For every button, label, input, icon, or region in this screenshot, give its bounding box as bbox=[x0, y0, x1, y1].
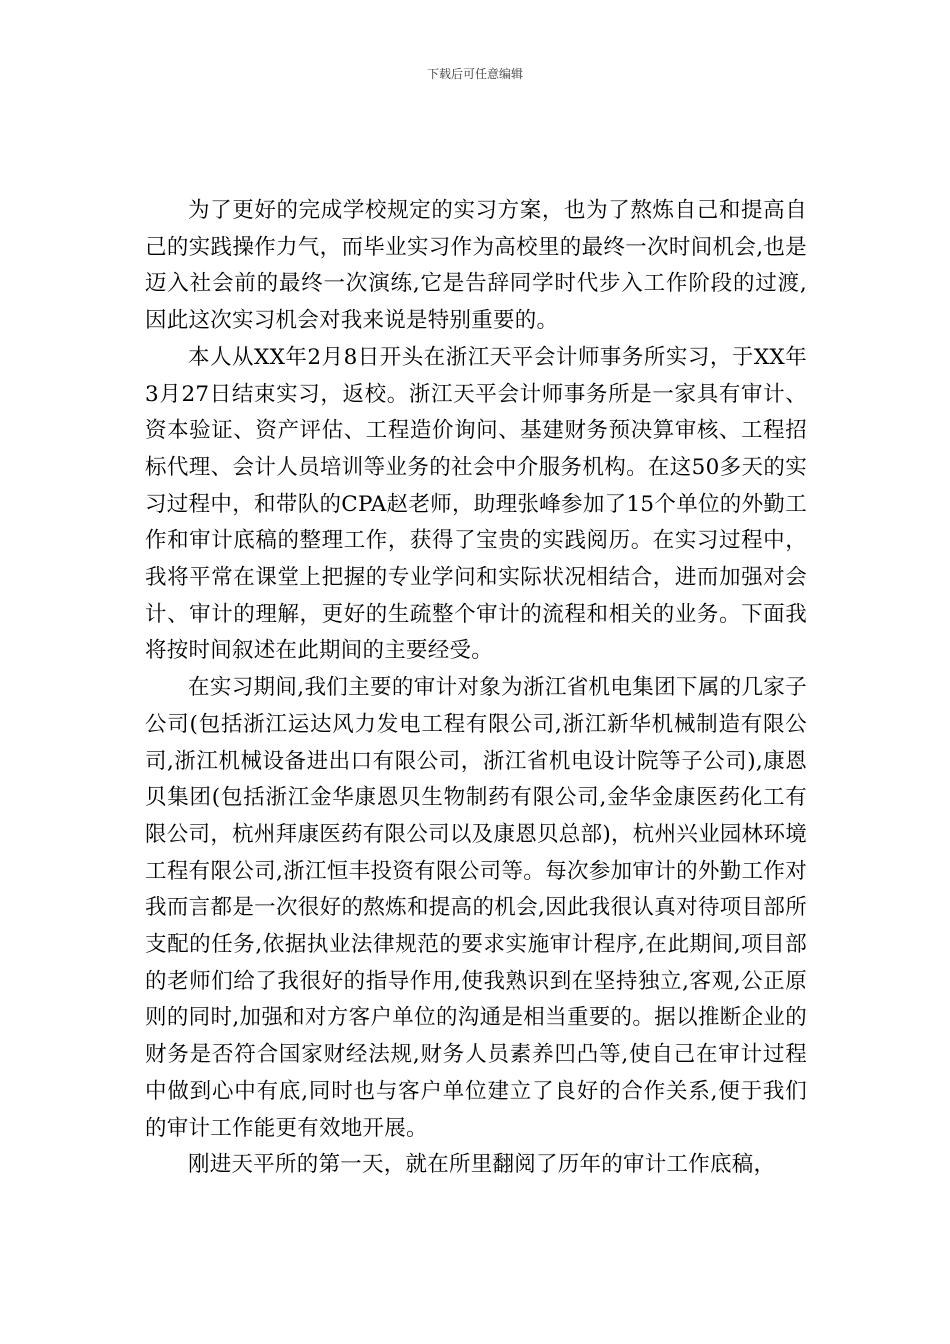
paragraph-3: 在实习期间,我们主要的审计对象为浙江省机电集团下属的几家子公司(包括浙江运达风力发电工程有限公司,浙江新华机械制造有限公司,浙江机械设备进出口有限公司，浙江省机电设计院等子公司),康恩贝集团(包括浙江金华康恩贝生物制药有限公司,金华金康医药化工有限公司，杭州拜康医药有限公司以及康恩贝总部)，杭州兴业园林环境工程有限公司,浙江恒丰投资有限公司等。每次参加审计的外勤工作对我而言都是一次很好的熬炼和提高的机会,因此我很认真对待项目部所支配的任务,依据执业法律规范的要求实施审计程序,在此期间,项目部的老师们给了我很好的指导作用,使我熟识到在坚持独立,客观,公正原则的同时,加强和对方客户单位的沟通是相当重要的。据以推断企业的财务是否符合国家财经法规,财务人员素养凹凸等,使自己在审计过程中做到心中有底,同时也与客户单位建立了良好的合作关系,便于我们的审计工作能更有效地开展。 bbox=[145, 675, 807, 1141]
paragraph-4: 刚进天平所的第一天，就在所里翻阅了历年的审计工作底稿， bbox=[188, 1152, 776, 1178]
paragraph-1: 为了更好的完成学校规定的实习方案，也为了熬炼自己和提高自己的实践操作力气，而毕业实习作为高校里的最终一次时间机会,也是迈入社会前的最终一次演练,它是告辞同学时代步入工作阶段的过渡,因此这次实习机会对我来说是特别重要的。 bbox=[145, 198, 807, 334]
paragraph-2: 本人从XX年2月8日开头在浙江天平会计师事务所实习，于XX年3月27日结束实习，返校。浙江天平会计师事务所是一家具有审计、资本验证、资产评估、工程造价询问、基建财务预决算审核、工程招标代理、会计人员培训等业务的社会中介服务机构。在这50多天的实习过程中，和带队的CPA赵老师，助理张峰参加了15个单位的外勤工作和审计底稿的整理工作，获得了宝贵的实践阅历。在实习过程中，我将平常在课堂上把握的专业学问和实际状况相结合，进而加强对会计、审计的理解，更好的生疏整个审计的流程和相关的业务。下面我将按时间叙述在此期间的主要经受。 bbox=[145, 344, 807, 664]
page-header: 下载后可任意编辑 bbox=[426, 67, 523, 81]
document-body bbox=[145, 193, 807, 1184]
